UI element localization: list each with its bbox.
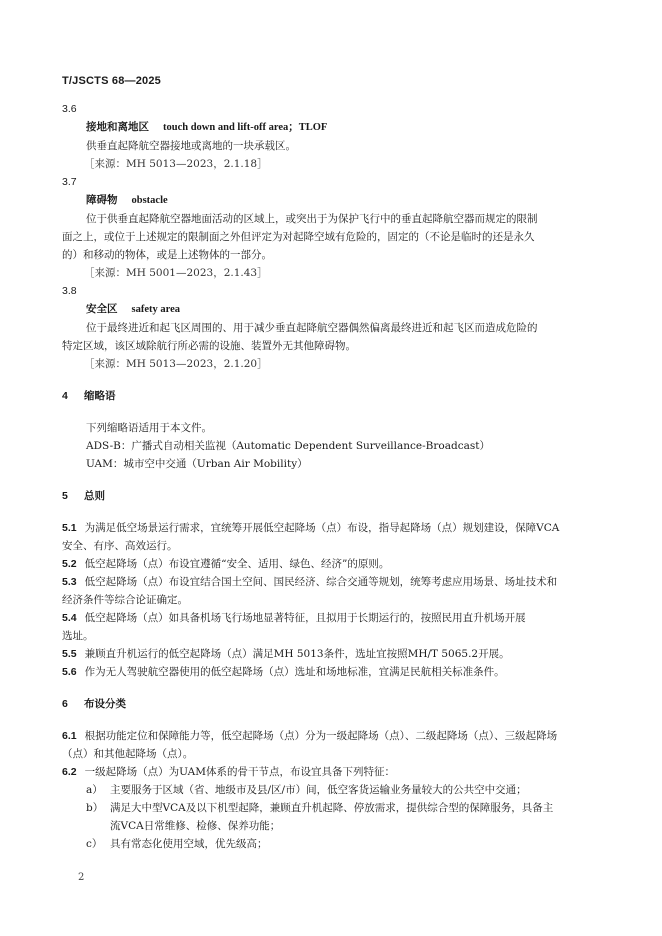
clause-text-cont: 选址。 bbox=[62, 630, 94, 642]
clause-text: 根据功能定位和保障能力等，低空起降场（点）分为一级起降场（点）、二级起降场（点）、三级起降场 bbox=[84, 730, 558, 742]
clause-5-6 bbox=[62, 663, 582, 681]
section-title: 总则 bbox=[84, 490, 105, 502]
term-source: ［来源：MH 5001—2023，2.1.43］ bbox=[84, 267, 268, 279]
clause-text: 低空起降场（点）布设宜结合国土空间、国民经济、综合交通等规划，统筹考虑应用场景、场址技术和 bbox=[84, 576, 558, 588]
term-3-7 bbox=[62, 173, 582, 282]
clause-6-2 bbox=[62, 763, 582, 781]
page-number: 2 bbox=[78, 872, 85, 883]
term-heading bbox=[62, 191, 582, 210]
clause-text-cont: （点）和其他起降场（点）。 bbox=[62, 748, 194, 760]
section-heading-4 bbox=[62, 387, 582, 405]
abbrev-item: ADS-B：广播式自动相关监视（Automatic Dependent Surveillance-Broadcast） bbox=[86, 440, 490, 452]
term-definition-line: 特定区域，该区域除航行所必需的设施、装置外无其他障碍物。 bbox=[62, 340, 356, 352]
section-heading-6 bbox=[62, 695, 582, 713]
list-item-b bbox=[62, 799, 582, 835]
term-zh: 安全区 bbox=[86, 303, 118, 315]
clause-text: 一级起降场（点）为UAM体系的骨干节点，布设宜具备下列特征： bbox=[84, 766, 395, 778]
clause-5-1 bbox=[62, 519, 582, 555]
term-en: touch down and lift-off area；TLOF bbox=[163, 122, 328, 133]
clause-text: 为满足低空场景运行需求，宜统筹开展低空起降场（点）布设，指导起降场（点）规划建设，保障VCA bbox=[84, 522, 560, 534]
term-3-8 bbox=[62, 282, 582, 373]
clause-5-2 bbox=[62, 555, 582, 573]
clause-5-3 bbox=[62, 573, 582, 609]
list-item-text: 主要服务于区域（省、地级市及县/区/市）间，低空客货运输业务量较大的公共空中交通； bbox=[110, 784, 527, 796]
term-heading bbox=[62, 300, 582, 319]
term-definition-line: 位于最终进近和起飞区周围的、用于减少垂直起降航空器偶然偏离最终进近和起飞区而造成危险的 bbox=[86, 322, 538, 334]
term-en: obstacle bbox=[131, 195, 168, 206]
document-id: T/JSCTS 68—2025 bbox=[62, 75, 161, 87]
term-number: 3.8 bbox=[62, 285, 77, 297]
list-item-text: 满足大中型VCA及以下机型起降，兼顾直升机起降、停放需求，提供综合型的保障服务，具备主 bbox=[110, 802, 554, 814]
list-item-label: a） bbox=[86, 784, 103, 796]
term-zh: 障碍物 bbox=[86, 194, 118, 206]
abbrev-item: UAM：城市空中交通（Urban Air Mobility） bbox=[86, 458, 308, 470]
section-number: 4 bbox=[62, 390, 68, 402]
clause-number: 5.3 bbox=[62, 576, 77, 588]
list-item-label: c） bbox=[86, 838, 103, 850]
term-number: 3.7 bbox=[62, 176, 77, 188]
list-item-label: b） bbox=[86, 802, 104, 814]
abbrev-intro: 下列缩略语适用于本文件。 bbox=[86, 422, 212, 434]
term-definition-line: 的）和移动的物体，或是上述物体的一部分。 bbox=[62, 249, 272, 261]
list-item-c bbox=[62, 835, 582, 853]
clause-text: 低空起降场（点）布设宜遵循“安全、适用、绿色、经济”的原则。 bbox=[84, 558, 390, 570]
term-heading bbox=[62, 118, 582, 137]
term-3-6 bbox=[62, 100, 582, 173]
clause-number: 5.2 bbox=[62, 558, 77, 570]
section-number: 5 bbox=[62, 490, 68, 502]
clause-text: 低空起降场（点）如具备机场飞行场地显著特征，且拟用于长期运行的，按照民用直升机场开展 bbox=[84, 612, 526, 624]
clause-6-1 bbox=[62, 727, 582, 763]
list-item-text: 具有常态化使用空域，优先级高； bbox=[110, 838, 268, 850]
clause-5-5 bbox=[62, 645, 582, 663]
clause-text-cont: 经济条件等综合论证确定。 bbox=[62, 594, 188, 606]
clause-number: 5.1 bbox=[62, 522, 77, 534]
clause-number: 5.5 bbox=[62, 648, 77, 660]
clause-number: 6.2 bbox=[62, 766, 77, 778]
section-heading-5 bbox=[62, 487, 582, 505]
term-number: 3.6 bbox=[62, 103, 77, 115]
document-body bbox=[62, 100, 582, 853]
clause-text-cont: 安全、有序、高效运行。 bbox=[62, 540, 178, 552]
clause-text: 作为无人驾驶航空器使用的低空起降场（点）选址和场地标准，宜满足民航相关标准条件。 bbox=[84, 666, 505, 678]
list-item-a bbox=[62, 781, 582, 799]
section-title: 缩略语 bbox=[84, 390, 116, 402]
clause-5-4 bbox=[62, 609, 582, 645]
term-en: safety area bbox=[131, 304, 180, 315]
term-source: ［来源：MH 5013—2023，2.1.18］ bbox=[84, 158, 268, 170]
term-source: ［来源：MH 5013—2023，2.1.20］ bbox=[84, 358, 268, 370]
term-definition-line: 位于供垂直起降航空器地面活动的区域上，或突出于为保护飞行中的垂直起降航空器而规定的限制 bbox=[86, 213, 538, 225]
section-number: 6 bbox=[62, 698, 68, 710]
term-definition: 供垂直起降航空器接地或离地的一块承载区。 bbox=[86, 140, 296, 152]
clause-number: 5.4 bbox=[62, 612, 77, 624]
section-title: 布设分类 bbox=[84, 698, 126, 710]
clause-number: 6.1 bbox=[62, 730, 77, 742]
term-zh: 接地和离地区 bbox=[86, 121, 149, 133]
list-item-text: 流VCA日常维修、检修、保养功能； bbox=[110, 820, 281, 832]
term-definition-line: 面之上，或位于上述规定的限制面之外但评定为对起降空域有危险的，固定的（不论是临时的还是永久 bbox=[62, 231, 535, 243]
clause-text: 兼顾直升机运行的低空起降场（点）满足MH 5013条件，选址宜按照MH/T 5065.2开展。 bbox=[84, 648, 510, 660]
clause-number: 5.6 bbox=[62, 666, 77, 678]
